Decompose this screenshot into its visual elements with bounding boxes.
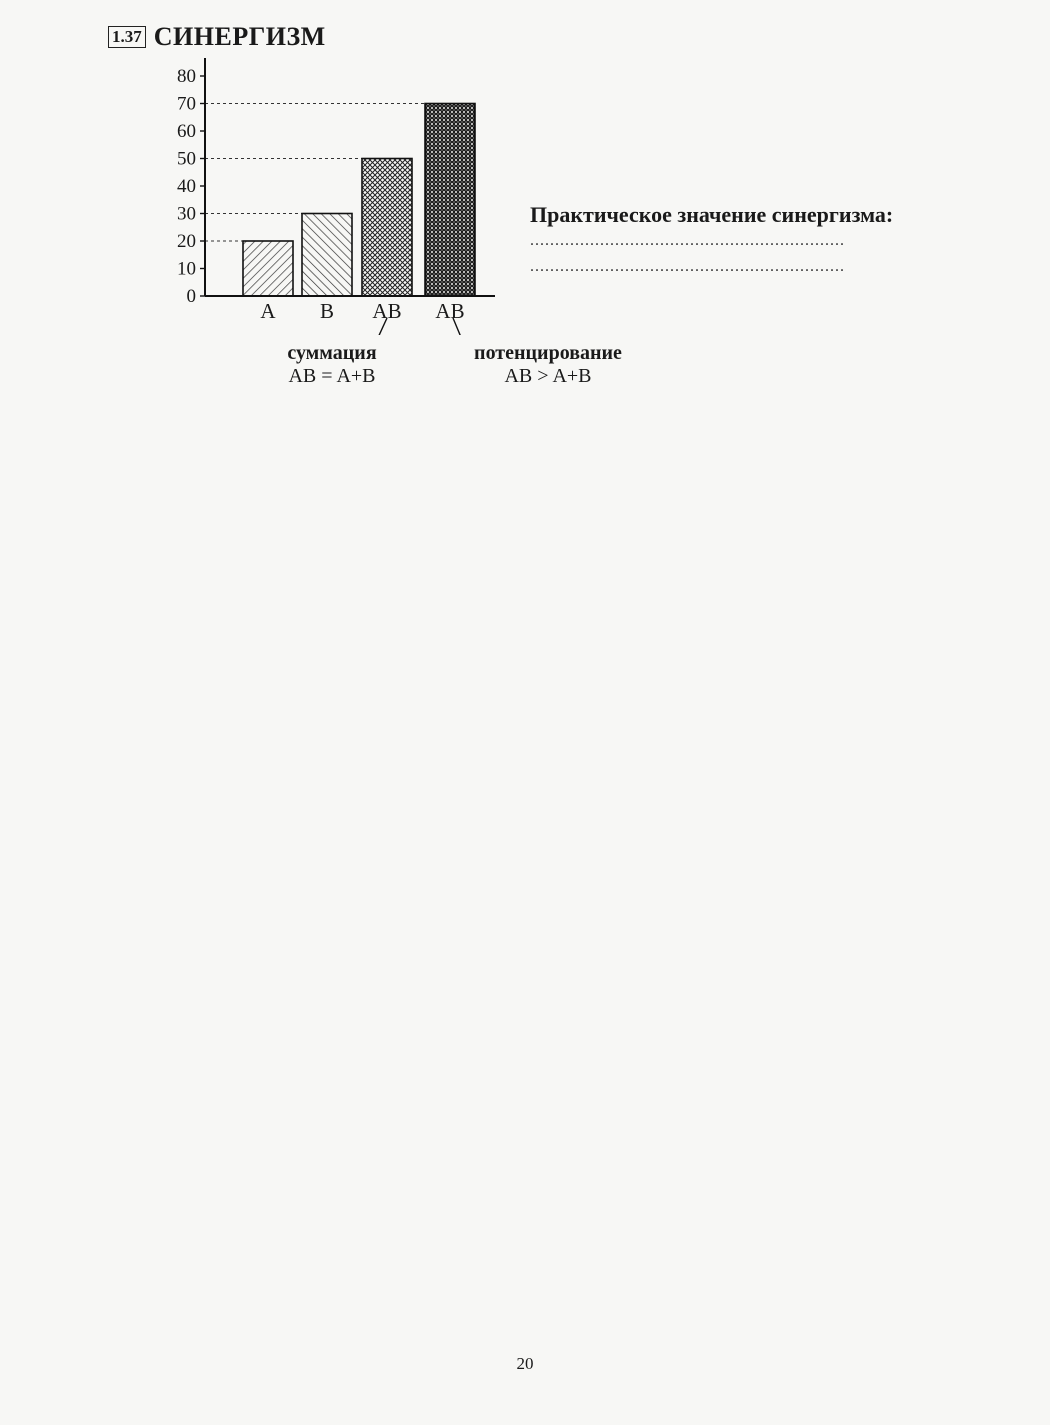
summation-annotation — [262, 342, 402, 388]
side-note — [530, 202, 950, 280]
x-tick-label: A — [260, 299, 276, 323]
summation-label: суммация — [287, 342, 377, 364]
section-title: СИНЕРГИЗМ — [153, 22, 326, 51]
y-tick-label: 40 — [177, 176, 196, 197]
section-header — [108, 22, 326, 52]
answer-line-1[interactable]: ............................................................... — [530, 232, 845, 249]
synergism-bar-chart — [140, 50, 520, 335]
x-tick-label: AB — [372, 299, 402, 323]
y-tick-label: 60 — [177, 121, 196, 142]
y-tick-label: 50 — [177, 148, 196, 170]
summation-formula: AB = A+B — [288, 365, 376, 387]
answer-line-2[interactable]: ............................................................... — [530, 258, 845, 275]
potentiation-label: потенцирование — [474, 342, 622, 364]
y-tick-label: 10 — [177, 258, 196, 280]
y-tick-label: 30 — [177, 203, 196, 225]
y-tick-label: 20 — [177, 231, 196, 252]
y-tick-label: 80 — [177, 66, 196, 87]
y-tick-label: 70 — [177, 93, 196, 115]
x-tick-label: AB — [435, 299, 465, 323]
bar — [425, 104, 475, 297]
x-tick-label: B — [319, 299, 335, 323]
page-number: 20 — [516, 1354, 534, 1373]
y-tick-label: 0 — [186, 286, 196, 307]
bar — [302, 214, 352, 297]
bar — [362, 159, 412, 297]
section-number: 1.37 — [108, 26, 146, 48]
side-note-title: Практическое значение синергизма: — [530, 202, 894, 227]
potentiation-annotation — [448, 342, 648, 388]
bar — [243, 241, 293, 296]
potentiation-formula: AB > A+B — [504, 365, 592, 387]
